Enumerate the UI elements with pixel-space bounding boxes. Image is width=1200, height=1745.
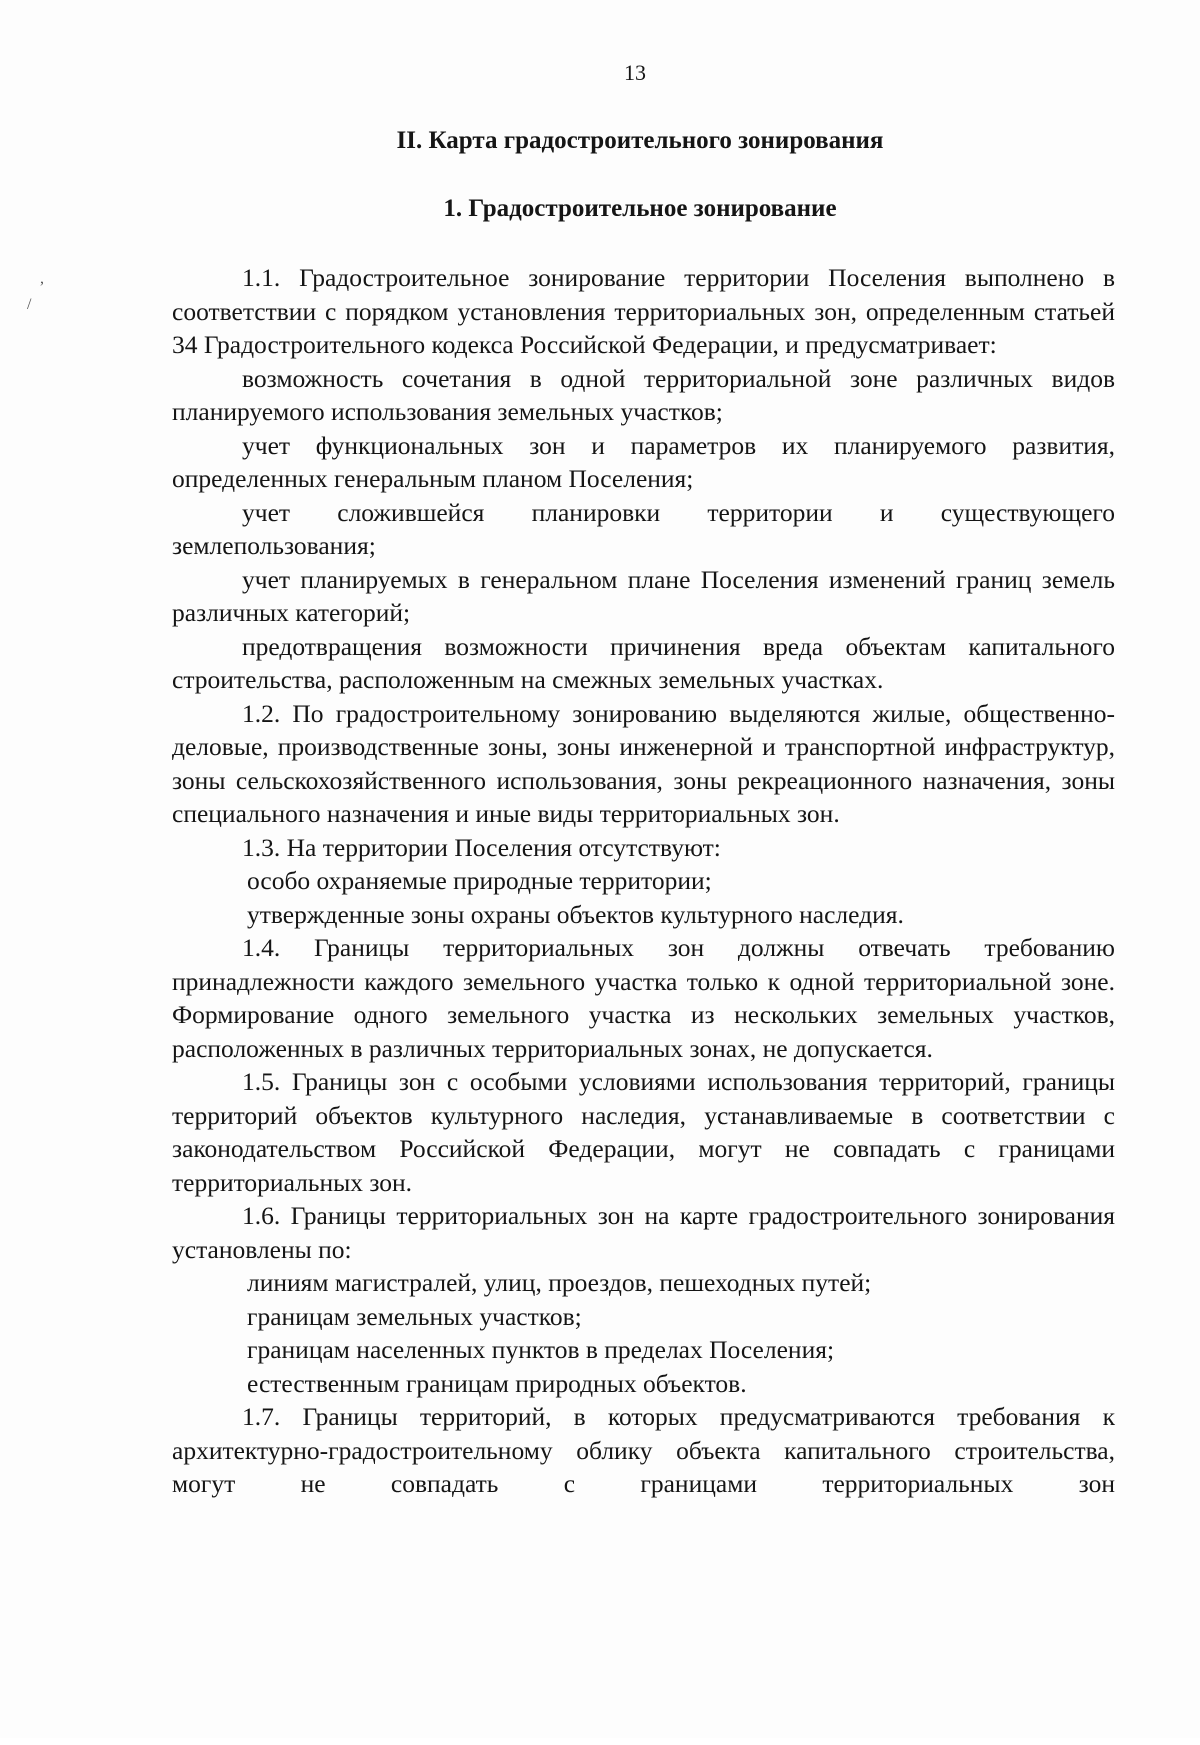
subsection-title: 1. Градостроительное зонирование — [443, 195, 837, 222]
list-item: утвержденные зоны охраны объектов культурного наследия. — [247, 899, 904, 929]
list-item: границам населенных пунктов в пределах Поселения; — [247, 1335, 835, 1364]
page-number: 13 — [624, 60, 646, 85]
list-item: естественным границам природных объектов. — [247, 1368, 747, 1398]
list-item: особо охраняемые природные территории; — [247, 866, 712, 895]
document-body — [172, 261, 1115, 1501]
paragraph-1-1: 1.1. Градостроительное зонирование территории Поселения выполнено в соответствии с порядком установления территориальных зон, определенным статьей 34 Градостроительного кодекса Российской Федерации, и предусматривает: — [172, 263, 1115, 359]
paragraph-1-4: 1.4. Границы территориальных зон должны отвечать требованию принадлежности каждого земельного участка только к одной территориальной зоне. Формирование одного земельного участка из нескольких земельных участков, расположенных в различных территориальных зонах, не допускается. — [172, 933, 1115, 1063]
list-item: учет планируемых в генеральном плане Поселения изменений границ земель различных категорий; — [172, 564, 1115, 627]
list-item: предотвращения возможности причинения вреда объектам капитального строительства, расположенным на смежных земельных участках. — [172, 631, 1115, 694]
paragraph-1-7: 1.7. Границы территорий, в которых предусматриваются требования к архитектурно-градостроительному облику объекта капитального строительства, могут не совпадать с границами территориальных зон — [172, 1402, 1115, 1498]
scan-artifact-mark: / — [27, 296, 32, 313]
list-item: возможность сочетания в одной территориальной зоне различных видов планируемого использования земельных участков; — [172, 363, 1115, 426]
paragraph-1-6: 1.6. Границы территориальных зон на карте градостроительного зонирования установлены по: — [172, 1201, 1115, 1264]
paragraph-1-3: 1.3. На территории Поселения отсутствуют: — [242, 832, 721, 862]
scan-artifact-mark: , — [40, 270, 44, 287]
paragraph-1-2: 1.2. По градостроительному зонированию выделяются жилые, общественно-деловые, производственные зоны, зоны инженерной и транспортной инфраструктур, зоны сельскохозяйственного использования, зоны рекреационного назначения, зоны специального назначения и иные виды территориальных зон. — [172, 698, 1115, 828]
section-title: II. Карта градостроительного зонирования — [396, 127, 884, 154]
list-item: учет сложившейся планировки территории и существующего землепользования; — [172, 497, 1115, 560]
list-item: линиям магистралей, улиц, проездов, пешеходных путей; — [247, 1268, 872, 1297]
paragraph-1-5: 1.5. Границы зон с особыми условиями использования территорий, границы территорий объектов культурного наследия, устанавливаемые в соответствии с законодательством Российской Федерации, могут не совпадать с границами территориальных зон. — [172, 1067, 1115, 1197]
list-item: учет функциональных зон и параметров их планируемого развития, определенных генеральным планом Поселения; — [172, 430, 1115, 493]
list-item: границам земельных участков; — [247, 1301, 582, 1331]
